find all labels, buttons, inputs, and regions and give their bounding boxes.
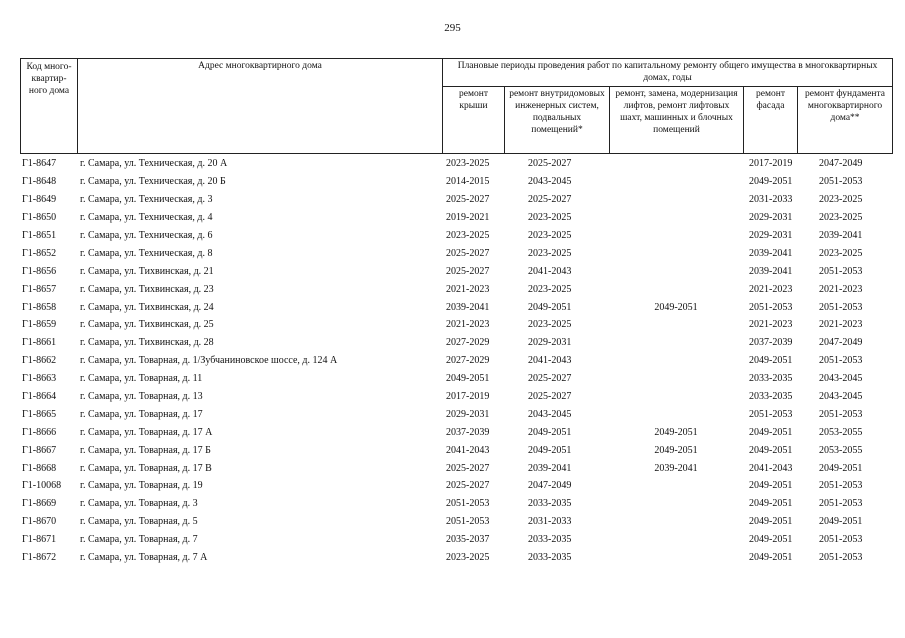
cell-engineering: 2043-2045 — [528, 176, 572, 188]
table-row — [20, 298, 892, 316]
cell-lifts — [609, 495, 743, 513]
cell-foundation: 2047-2049 — [819, 337, 863, 349]
table-row — [20, 370, 892, 388]
cell-roof: 2023-2025 — [446, 158, 490, 170]
cell-roof: 2023-2025 — [446, 230, 490, 241]
cell-address: г. Самара, ул. Тихвинская, д. 25 — [80, 319, 214, 331]
cell-code: Г1-8650 — [22, 212, 57, 224]
cell-address: г. Самара, ул. Товарная, д. 5 — [80, 516, 198, 528]
cell-foundation: 2051-2053 — [819, 176, 863, 188]
cell-engineering: 2039-2041 — [528, 462, 572, 474]
cell-lifts — [609, 280, 743, 298]
header-address: Адрес многоквартирного дома — [78, 59, 443, 154]
cell-engineering: 2023-2025 — [528, 319, 572, 331]
cell-facade: 2049-2051 — [749, 355, 793, 367]
cell-engineering: 2023-2025 — [528, 283, 572, 295]
cell-lifts — [609, 173, 743, 191]
cell-facade: 2049-2051 — [749, 444, 793, 456]
cell-foundation: 2049-2051 — [819, 516, 863, 528]
cell-roof: 2051-2053 — [446, 516, 490, 528]
cell-code: Г1-8665 — [22, 408, 57, 420]
table-row — [20, 244, 892, 262]
cell-code: Г1-8658 — [22, 301, 57, 313]
cell-engineering: 2047-2049 — [528, 480, 572, 492]
cell-lifts — [609, 477, 743, 495]
cell-foundation: 2051-2053 — [819, 552, 863, 564]
cell-code: Г1-8671 — [22, 534, 57, 546]
table-row — [20, 334, 892, 352]
cell-foundation: 2023-2025 — [819, 194, 863, 206]
cell-facade: 2039-2041 — [749, 265, 793, 277]
cell-roof: 2025-2027 — [446, 462, 490, 474]
table-row — [20, 280, 892, 298]
cell-facade: 2017-2019 — [749, 158, 793, 170]
cell-roof: 2039-2041 — [446, 301, 490, 313]
table-row — [20, 262, 892, 280]
cell-code: Г1-8663 — [22, 373, 57, 385]
cell-address: г. Самара, ул. Товарная, д. 17 В — [80, 462, 212, 474]
cell-code: Г1-10068 — [22, 480, 62, 492]
cell-roof: 2017-2019 — [446, 391, 490, 403]
cell-foundation: 2051-2053 — [819, 408, 863, 420]
cell-address: г. Самара, ул. Техническая, д. 4 — [80, 212, 213, 224]
cell-address: г. Самара, ул. Товарная, д. 7 А — [80, 552, 208, 564]
cell-roof: 2014-2015 — [446, 176, 490, 188]
cell-foundation: 2053-2055 — [819, 426, 863, 438]
cell-foundation: 2047-2049 — [819, 158, 863, 170]
cell-roof: 2025-2027 — [446, 247, 490, 259]
cell-address: г. Самара, ул. Тихвинская, д. 24 — [80, 301, 214, 313]
cell-code: Г1-8672 — [22, 552, 57, 564]
cell-code: Г1-8647 — [22, 158, 57, 170]
cell-foundation: 2051-2053 — [819, 480, 863, 492]
cell-code: Г1-8659 — [22, 319, 57, 331]
header-periods: Плановые периоды проведения работ по капитальному ремонту общего имущества в многоквартирных домах, годы — [443, 59, 893, 87]
cell-engineering: 2049-2051 — [528, 426, 572, 438]
cell-foundation: 2039-2041 — [819, 230, 863, 241]
table-row — [20, 173, 892, 191]
cell-foundation: 2051-2053 — [819, 534, 863, 546]
cell-address: г. Самара, ул. Техническая, д. 3 — [80, 194, 213, 206]
table-row — [20, 531, 892, 549]
cell-engineering: 2033-2035 — [528, 534, 572, 546]
cell-facade: 2049-2051 — [749, 552, 793, 564]
cell-engineering: 2033-2035 — [528, 498, 572, 510]
table-row — [20, 191, 892, 209]
cell-facade: 2033-2035 — [749, 391, 793, 403]
cell-foundation: 2021-2023 — [819, 283, 863, 295]
cell-engineering: 2023-2025 — [528, 212, 572, 224]
cell-facade: 2029-2031 — [749, 212, 793, 224]
cell-roof: 2023-2025 — [446, 552, 490, 564]
cell-address: г. Самара, ул. Техническая, д. 6 — [80, 230, 213, 241]
cell-facade: 2037-2039 — [749, 337, 793, 349]
cell-facade: 2021-2023 — [749, 319, 793, 331]
cell-roof: 2029-2031 — [446, 408, 490, 420]
header-engineering: ремонт внутридомовых инженерных систем, подвальных помещений* — [505, 87, 610, 154]
table-row — [20, 316, 892, 334]
cell-engineering: 2041-2043 — [528, 355, 572, 367]
table-row — [20, 549, 892, 567]
cell-engineering: 2049-2051 — [528, 301, 572, 313]
cell-code: Г1-8662 — [22, 355, 57, 367]
cell-address: г. Самара, ул. Техническая, д. 20 Б — [80, 176, 226, 188]
cell-foundation: 2051-2053 — [819, 355, 863, 367]
cell-engineering: 2031-2033 — [528, 516, 572, 528]
cell-facade: 2051-2053 — [749, 301, 793, 313]
cell-facade: 2029-2031 — [749, 230, 793, 241]
cell-lifts — [609, 405, 743, 423]
table-row — [20, 423, 892, 441]
cell-facade: 2051-2053 — [749, 408, 793, 420]
cell-facade: 2049-2051 — [749, 480, 793, 492]
cell-lifts — [609, 513, 743, 531]
cell-address: г. Самара, ул. Товарная, д. 19 — [80, 480, 203, 492]
cell-lifts: 2039-2041 — [654, 462, 698, 474]
cell-foundation: 2023-2025 — [819, 212, 863, 224]
header-foundation: ремонт фундамента многоквартирного дома** — [798, 87, 893, 154]
cell-lifts: 2049-2051 — [654, 301, 698, 313]
cell-code: Г1-8667 — [22, 444, 57, 456]
cell-foundation: 2051-2053 — [819, 265, 863, 277]
cell-code: Г1-8651 — [22, 230, 57, 241]
cell-address: г. Самара, ул. Товарная, д. 17 А — [80, 426, 213, 438]
table-row — [20, 495, 892, 513]
cell-address: г. Самара, ул. Техническая, д. 20 А — [80, 158, 228, 170]
cell-roof: 2051-2053 — [446, 498, 490, 510]
cell-address: г. Самара, ул. Товарная, д. 17 Б — [80, 444, 211, 456]
table-row — [20, 388, 892, 406]
cell-code: Г1-8670 — [22, 516, 57, 528]
cell-foundation: 2051-2053 — [819, 301, 863, 313]
cell-roof: 2025-2027 — [446, 480, 490, 492]
cell-roof: 2035-2037 — [446, 534, 490, 546]
header-lifts: ремонт, замена, модернизация лифтов, ремонт лифтовых шахт, машинных и блочных помещений — [610, 87, 744, 154]
cell-roof: 2027-2029 — [446, 355, 490, 367]
table-row — [20, 441, 892, 459]
cell-lifts — [609, 531, 743, 549]
cell-code: Г1-8669 — [22, 498, 57, 510]
header-code: Код много-квартир-ного дома — [21, 59, 78, 154]
cell-roof: 2019-2021 — [446, 212, 490, 224]
cell-facade: 2021-2023 — [749, 283, 793, 295]
table-row — [20, 459, 892, 477]
cell-address: г. Самара, ул. Товарная, д. 13 — [80, 391, 203, 403]
table-row — [20, 405, 892, 423]
cell-facade: 2049-2051 — [749, 534, 793, 546]
cell-lifts — [609, 334, 743, 352]
cell-engineering: 2023-2025 — [528, 247, 572, 259]
cell-lifts — [609, 227, 743, 245]
cell-code: Г1-8656 — [22, 265, 57, 277]
cell-address: г. Самара, ул. Товарная, д. 11 — [80, 373, 203, 385]
header-roof: ремонт крыши — [443, 87, 505, 154]
cell-lifts — [609, 262, 743, 280]
cell-address: г. Самара, ул. Тихвинская, д. 21 — [80, 265, 214, 277]
cell-address: г. Самара, ул. Товарная, д. 3 — [80, 498, 198, 510]
cell-engineering: 2025-2027 — [528, 194, 572, 206]
table-rows — [20, 155, 892, 566]
cell-code: Г1-8668 — [22, 462, 57, 474]
cell-facade: 2049-2051 — [749, 498, 793, 510]
table-row — [20, 477, 892, 495]
cell-lifts — [609, 155, 743, 173]
table-row — [20, 352, 892, 370]
cell-foundation: 2049-2051 — [819, 462, 863, 474]
cell-foundation: 2051-2053 — [819, 498, 863, 510]
table-row — [20, 155, 892, 173]
cell-roof: 2037-2039 — [446, 426, 490, 438]
cell-engineering: 2041-2043 — [528, 265, 572, 277]
cell-engineering: 2025-2027 — [528, 158, 572, 170]
cell-address: г. Самара, ул. Товарная, д. 1/Зубчаниновское шоссе, д. 124 А — [80, 355, 338, 367]
cell-address: г. Самара, ул. Техническая, д. 8 — [80, 247, 213, 259]
cell-code: Г1-8657 — [22, 283, 57, 295]
cell-roof: 2027-2029 — [446, 337, 490, 349]
cell-lifts — [609, 388, 743, 406]
cell-foundation: 2053-2055 — [819, 444, 863, 456]
cell-lifts — [609, 191, 743, 209]
cell-address: г. Самара, ул. Тихвинская, д. 28 — [80, 337, 214, 349]
cell-roof: 2021-2023 — [446, 283, 490, 295]
table-body — [20, 155, 892, 566]
cell-facade: 2049-2051 — [749, 516, 793, 528]
cell-address: г. Самара, ул. Тихвинская, д. 23 — [80, 283, 214, 295]
cell-lifts: 2049-2051 — [654, 426, 698, 438]
cell-address: г. Самара, ул. Товарная, д. 7 — [80, 534, 198, 546]
cell-engineering: 2029-2031 — [528, 337, 572, 349]
table-header — [20, 58, 893, 154]
cell-roof: 2049-2051 — [446, 373, 490, 385]
cell-facade: 2039-2041 — [749, 247, 793, 259]
cell-roof: 2021-2023 — [446, 319, 490, 331]
cell-roof: 2025-2027 — [446, 265, 490, 277]
cell-facade: 2041-2043 — [749, 462, 793, 474]
cell-foundation: 2043-2045 — [819, 391, 863, 403]
cell-facade: 2049-2051 — [749, 426, 793, 438]
cell-foundation: 2023-2025 — [819, 247, 863, 259]
cell-code: Г1-8648 — [22, 176, 57, 188]
cell-engineering: 2043-2045 — [528, 408, 572, 420]
page-number: 295 — [444, 22, 461, 34]
cell-engineering: 2033-2035 — [528, 552, 572, 564]
cell-lifts — [609, 352, 743, 370]
cell-facade: 2049-2051 — [749, 176, 793, 188]
cell-roof: 2041-2043 — [446, 444, 490, 456]
cell-address: г. Самара, ул. Товарная, д. 17 — [80, 408, 203, 420]
cell-engineering: 2025-2027 — [528, 391, 572, 403]
cell-code: Г1-8649 — [22, 194, 57, 206]
cell-roof: 2025-2027 — [446, 194, 490, 206]
cell-engineering: 2049-2051 — [528, 444, 572, 456]
cell-foundation: 2021-2023 — [819, 319, 863, 331]
cell-facade: 2033-2035 — [749, 373, 793, 385]
table-row — [20, 513, 892, 531]
cell-code: Г1-8661 — [22, 337, 57, 349]
header-facade: ремонт фасада — [744, 87, 798, 154]
cell-code: Г1-8666 — [22, 426, 57, 438]
cell-foundation: 2043-2045 — [819, 373, 863, 385]
table-row — [20, 227, 892, 245]
cell-lifts: 2049-2051 — [654, 444, 698, 456]
cell-lifts — [609, 316, 743, 334]
cell-lifts — [609, 209, 743, 227]
cell-lifts — [609, 370, 743, 388]
cell-lifts — [609, 549, 743, 567]
cell-code: Г1-8664 — [22, 391, 57, 403]
cell-lifts — [609, 244, 743, 262]
cell-facade: 2031-2033 — [749, 194, 793, 206]
table-row — [20, 209, 892, 227]
cell-code: Г1-8652 — [22, 247, 57, 259]
cell-engineering: 2025-2027 — [528, 373, 572, 385]
cell-engineering: 2023-2025 — [528, 230, 572, 241]
